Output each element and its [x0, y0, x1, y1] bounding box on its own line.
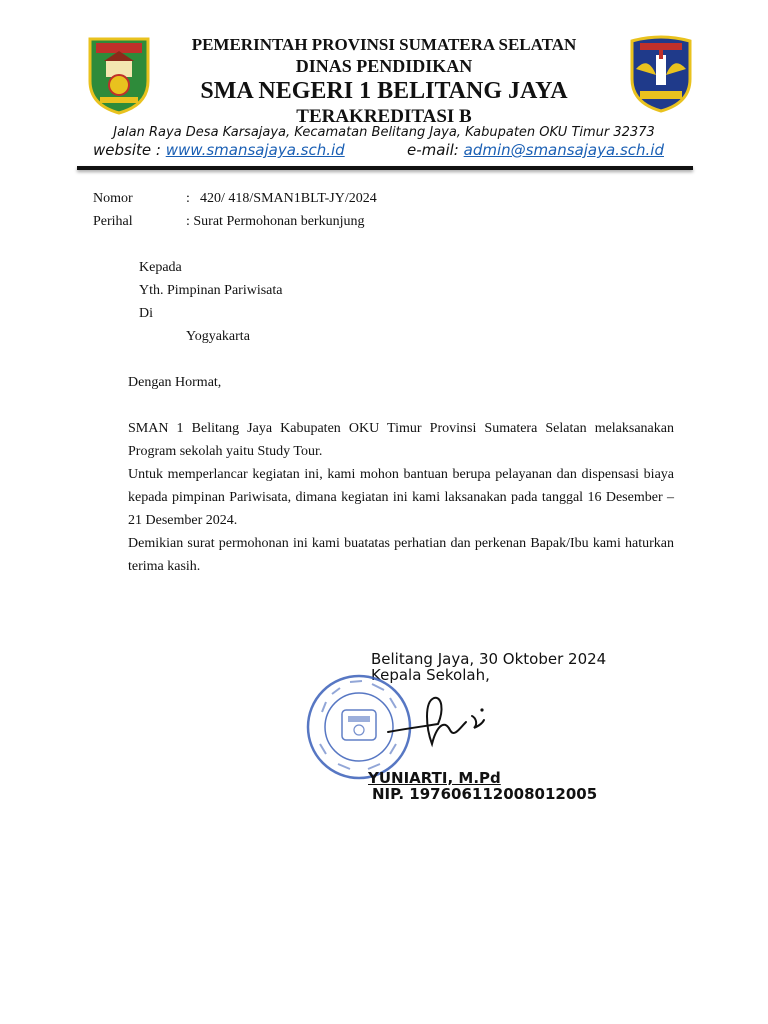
- signer-name: YUNIARTI, M.Pd: [368, 769, 501, 787]
- nomor-value: 420/ 418/SMAN1BLT-JY/2024: [200, 191, 377, 206]
- nomor-colon: :: [186, 191, 190, 206]
- paragraph-2: Untuk memperlancar kegiatan ini, kami mohon bantuan berupa pelayanan dan dispensasi biaya kepada pimpinan Pariwisata, dimana kegiatan ini kami laksanakan pada tanggal 16 Desember – 21 Desember 2024.: [128, 467, 674, 528]
- website-label: website :: [93, 141, 161, 159]
- email-label: e-mail:: [407, 141, 459, 159]
- place-date: Belitang Jaya, 30 Oktober 2024: [371, 650, 607, 668]
- school-name: SMA NEGERI 1 BELITANG JAYA: [200, 78, 568, 104]
- website-link[interactable]: www.smansajaya.sch.id: [165, 141, 345, 159]
- email-link[interactable]: admin@smansajaya.sch.id: [463, 141, 664, 159]
- email-line: [407, 141, 664, 159]
- agency-title: DINAS PENDIDIKAN: [295, 56, 473, 76]
- handwritten-signature: [380, 688, 490, 750]
- recipient-at: Di: [139, 306, 153, 321]
- letterhead-divider: [77, 166, 693, 170]
- school-address: Jalan Raya Desa Karsajaya, Kecamatan Belitang Jaya, Kabupaten OKU Timur 32373: [113, 125, 655, 140]
- greeting: Dengan Hormat,: [128, 375, 222, 390]
- signer-position: Kepala Sekolah,: [371, 666, 490, 684]
- recipient-name: Yth. Pimpinan Pariwisata: [139, 283, 283, 298]
- paragraph-3: Demikian surat permohonan ini kami buatatas perhatian dan perkenan Bapak/Ibu kami haturkan terima kasih.: [128, 536, 674, 574]
- signer-nip: NIP. 197606112008012005: [372, 785, 598, 803]
- recipient-to: Kepada: [139, 260, 182, 275]
- nomor-label: Nomor: [93, 191, 133, 206]
- accreditation: TERAKREDITASI B: [296, 106, 472, 127]
- school-logo: [626, 35, 696, 113]
- perihal-label: Perihal: [93, 214, 133, 229]
- website-line: [93, 141, 345, 159]
- recipient-city: Yogyakarta: [186, 329, 250, 344]
- gov-title: PEMERINTAH PROVINSI SUMATERA SELATAN: [191, 35, 577, 54]
- perihal-value: : Surat Permohonan berkunjung: [186, 214, 365, 229]
- paragraph-1: SMAN 1 Belitang Jaya Kabupaten OKU Timur Provinsi Sumatera Selatan melaksanakan Program sekolah yaitu Study Tour.: [128, 421, 674, 459]
